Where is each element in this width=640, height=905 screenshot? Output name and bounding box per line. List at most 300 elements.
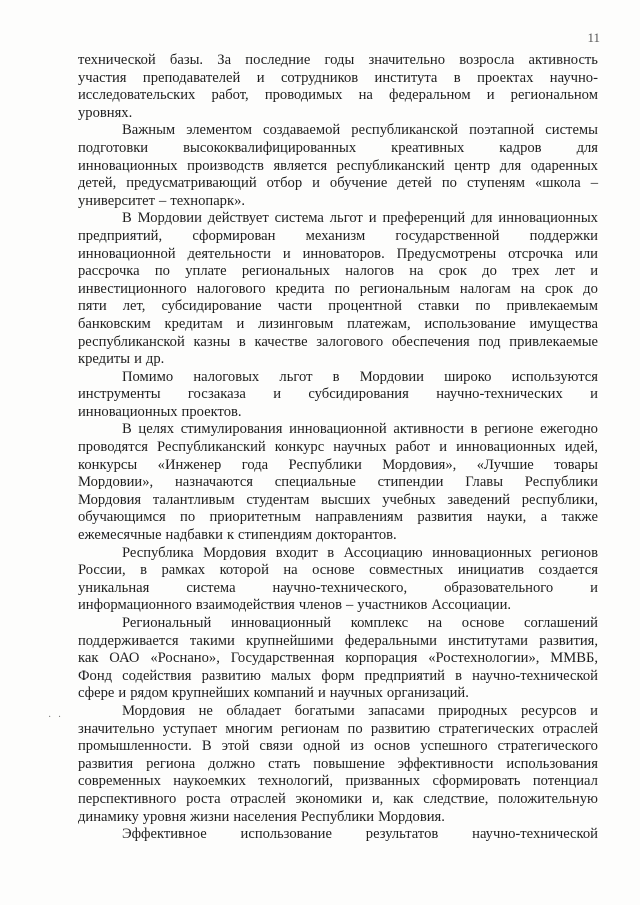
word: Предусмотрены (396, 245, 497, 262)
word: обучающимся (78, 509, 166, 526)
word: государственной (395, 227, 500, 244)
word: привлекаемым (506, 298, 598, 315)
text-line (78, 404, 598, 422)
word: детей (397, 175, 432, 192)
word: создается (538, 562, 598, 579)
text-line (78, 351, 598, 369)
word: федеральном (389, 87, 471, 104)
word: сфере (78, 685, 115, 702)
word: и (134, 351, 142, 368)
word: по (347, 720, 363, 737)
word: система (186, 579, 236, 596)
scan-mark: · · (48, 712, 64, 723)
word: целях (138, 421, 175, 438)
word: научно-технических (436, 386, 563, 403)
word: значительно (368, 52, 446, 68)
text-line (78, 597, 598, 615)
word: уровнях. (78, 104, 133, 121)
word: года (241, 456, 269, 473)
word: использования (506, 755, 598, 772)
word: по (334, 280, 350, 297)
text-line (78, 140, 598, 158)
word: ставки (418, 298, 460, 315)
text-line (78, 650, 598, 668)
text-line (78, 246, 598, 264)
word: уплате (185, 263, 227, 280)
word: одной (302, 738, 341, 755)
word: В (122, 421, 132, 438)
word: и (256, 69, 265, 86)
text-line (78, 158, 598, 176)
word: Ассоциацию (343, 544, 423, 561)
text-line (78, 509, 598, 527)
word: крупнейших (171, 685, 250, 702)
word: и (317, 685, 326, 702)
word: исследовательских (78, 87, 196, 104)
word: инновационных (78, 157, 178, 174)
word: крупнейшими (246, 632, 334, 649)
word: сформировать (432, 773, 521, 790)
word: и (590, 702, 598, 719)
word: имущества (529, 315, 598, 332)
word: регионам (280, 720, 340, 737)
word: трех (512, 263, 540, 280)
word: обладает (226, 702, 282, 719)
word: уровня (142, 808, 187, 825)
word: Мордовия (78, 491, 142, 508)
text-line (78, 334, 598, 352)
word: субсидирования (308, 386, 409, 403)
word: Республики (524, 474, 598, 491)
word: республики, (521, 491, 598, 508)
word: для (576, 139, 598, 156)
word: Республика (122, 544, 194, 561)
word: является (273, 157, 328, 174)
word: конкурс (274, 439, 325, 456)
text-line (78, 721, 598, 739)
word: инновационных (498, 210, 598, 227)
word: запасами (368, 702, 425, 719)
word: возросла (459, 52, 515, 68)
word: региональном (510, 87, 598, 104)
word: и (312, 175, 320, 192)
text-line (78, 439, 598, 457)
word: создаваемой (263, 122, 341, 139)
word: стипендии (377, 474, 444, 491)
word: – (159, 192, 167, 209)
word: региональных (241, 263, 330, 280)
word: Главы (465, 474, 503, 491)
word: преподавателей (142, 69, 241, 86)
word: технопарк». (170, 192, 246, 209)
word: отраслей (542, 720, 598, 737)
word: инновационных (78, 403, 178, 420)
word: элементом (186, 122, 252, 139)
word: ежемесячные (78, 527, 162, 544)
word: на (520, 280, 535, 297)
word: научно-технического, (272, 579, 408, 596)
word: федеральными (344, 632, 437, 649)
word: развития, (539, 632, 598, 649)
word: проектов. (181, 403, 242, 420)
word: из (350, 738, 364, 755)
word: результатов (365, 826, 439, 843)
word: стать (268, 755, 301, 772)
text-line (78, 122, 598, 140)
text-line (78, 386, 598, 404)
word: высших (321, 491, 371, 508)
word: многим (225, 720, 273, 737)
word: предусматривающий (126, 175, 257, 192)
word: В (201, 738, 212, 755)
word: инновационный (230, 615, 332, 631)
word: жизни (190, 808, 230, 825)
word: Ассоциации. (431, 597, 512, 614)
word: идей, (564, 439, 598, 456)
word: экономики (295, 790, 363, 807)
word: для (499, 157, 522, 174)
word: действует (207, 210, 269, 227)
word: Фонд (78, 667, 113, 684)
text-line (78, 70, 598, 88)
word: и (236, 315, 245, 332)
word: региональным (359, 280, 450, 297)
word: система (274, 210, 324, 227)
word: связи (259, 738, 293, 755)
word: рядом (130, 685, 168, 702)
word: проводимых (264, 87, 343, 104)
word: отраслей (230, 790, 286, 807)
word: Республики (300, 808, 375, 825)
word: научно-технической (472, 826, 598, 843)
word: ОАО (109, 650, 140, 667)
word: Мордовия (203, 544, 267, 561)
word: стратегических (438, 720, 535, 737)
text-line (78, 826, 598, 844)
text-line (78, 685, 598, 703)
word: призванных (345, 773, 421, 790)
word: до (583, 280, 598, 297)
word: региона (146, 755, 196, 772)
word: к (226, 527, 235, 544)
word: Республики (288, 456, 362, 473)
word: успешного (420, 738, 488, 755)
word: в (327, 544, 335, 561)
word: направлениям (315, 509, 403, 526)
word: информационного (78, 597, 192, 614)
word: эффективности (397, 755, 494, 772)
word: и (118, 685, 127, 702)
word: годы (324, 52, 355, 68)
text-line (78, 193, 598, 211)
word: компаний (253, 685, 314, 702)
text-line (78, 756, 598, 774)
word: производств (187, 157, 264, 174)
word: специальные (274, 474, 356, 491)
word: подготовки (78, 139, 149, 156)
word: развития (417, 509, 473, 526)
word: лет (554, 263, 575, 280)
word: динамику (78, 808, 139, 825)
word: талантливым (152, 491, 235, 508)
word: основе (312, 562, 355, 579)
word: проводятся (78, 439, 148, 456)
word: регионе (484, 421, 534, 438)
word: ежегодно (540, 421, 598, 438)
word: технологий, (258, 773, 334, 790)
word: участия (78, 69, 127, 86)
text-line (78, 263, 598, 281)
word: научных (333, 439, 387, 456)
word: поэтапной (469, 122, 535, 139)
word: использование (240, 826, 332, 843)
word: институтами (448, 632, 528, 649)
word: богатыми (294, 702, 355, 719)
word: заведений (447, 491, 511, 508)
word: на (358, 87, 373, 104)
word: развитию (370, 720, 431, 737)
word: «Лучшие (476, 456, 534, 473)
word: системы (545, 122, 598, 139)
word: членов (298, 597, 342, 614)
word: назначаются (174, 474, 254, 491)
word: Мордовия (122, 702, 186, 719)
word: в (238, 333, 246, 350)
word: последние (245, 52, 311, 68)
word: должно (208, 755, 256, 772)
word: в (140, 562, 147, 579)
word: приоритетным (209, 509, 301, 526)
word: инициатив (457, 562, 525, 579)
word: поддержки (529, 227, 598, 244)
word: по (441, 175, 457, 192)
word: не (198, 702, 213, 719)
word: на (427, 615, 443, 631)
word: одаренных (530, 157, 598, 174)
word: докторантов. (316, 527, 397, 544)
word: развитию (201, 667, 261, 684)
word: Помимо (122, 368, 174, 385)
text-line (78, 791, 598, 809)
word: предприятий, (78, 227, 163, 244)
text-line (78, 228, 598, 246)
word: на (409, 263, 424, 280)
text-line (78, 298, 598, 316)
word: и (590, 579, 598, 596)
word: льгот (329, 210, 363, 227)
text-line (78, 52, 598, 70)
word: участников (357, 597, 428, 614)
word: активности (393, 421, 464, 438)
word: или (575, 245, 598, 262)
word: стимулирования (180, 421, 283, 438)
word: – (345, 597, 354, 614)
text-line (78, 369, 598, 387)
word: госзаказа (187, 386, 246, 403)
word: учебных (382, 491, 436, 508)
word: республиканской (78, 333, 185, 350)
word: используются (511, 368, 598, 385)
word: ступеням (466, 175, 525, 192)
word: лет, (122, 298, 146, 315)
word: Мордовии», (78, 474, 154, 491)
word: наукоемких (173, 773, 246, 790)
word: корпорация (345, 650, 418, 667)
word: обучение (329, 175, 388, 192)
word: срок (544, 280, 574, 297)
word: регионов (541, 544, 598, 561)
word: до (482, 263, 497, 280)
word: предприятий (364, 667, 445, 684)
word: содействия (122, 667, 192, 684)
text-line (78, 545, 598, 563)
word: инструменты (78, 386, 161, 403)
text-line (78, 87, 598, 105)
word: основ (373, 738, 411, 755)
word: промышленности. (78, 738, 192, 755)
word: как (393, 790, 414, 807)
word: преференций (382, 210, 466, 227)
word: ММВБ, (550, 650, 598, 667)
word: платежам, (347, 315, 411, 332)
word: такими (189, 632, 235, 649)
word: Государственная (230, 650, 335, 667)
text-line (78, 316, 598, 334)
word: населения (233, 808, 297, 825)
word: пяти (78, 298, 107, 315)
word: банковским (78, 315, 151, 332)
word: сформирован (192, 227, 276, 244)
word: «Инженер (157, 456, 222, 473)
word: «Роснано», (150, 650, 220, 667)
word: значительно (78, 720, 155, 737)
word: налогового (196, 280, 266, 297)
word: организаций. (386, 685, 469, 702)
word: базы. (169, 52, 204, 68)
text-line (78, 474, 598, 492)
text-line (78, 457, 598, 475)
word: по (154, 263, 170, 280)
word: и (282, 245, 291, 262)
word: научных (329, 685, 383, 702)
word: России, (78, 562, 126, 579)
word: льгот (279, 368, 313, 385)
word: инновационных (432, 544, 532, 561)
word: использование (424, 315, 516, 332)
text-line (78, 773, 598, 791)
word: – (590, 175, 598, 192)
word: в (470, 421, 478, 438)
word: которой (219, 562, 269, 579)
word: налогам (459, 280, 511, 297)
word: положительную (498, 790, 598, 807)
word: университет (78, 192, 156, 209)
word: рассрочка (78, 263, 140, 280)
word: по (475, 298, 491, 315)
word: кредитам (164, 315, 223, 332)
word: повышение (313, 755, 385, 772)
word: За (217, 52, 232, 68)
word: В (122, 210, 132, 227)
word: основе (461, 615, 505, 631)
word: республиканский (336, 157, 445, 174)
word: и (273, 386, 282, 403)
word: «школа (534, 175, 581, 192)
word: в (332, 368, 340, 385)
word: отсрочка (508, 245, 564, 262)
word: детей, (78, 175, 117, 192)
word: части (277, 298, 313, 315)
word: республиканской (351, 122, 459, 139)
text-line (78, 175, 598, 193)
word: конкурсы (78, 456, 138, 473)
word: Мордовия», (382, 456, 457, 473)
word: современных (78, 773, 161, 790)
word: этой (221, 738, 250, 755)
word: кредита (275, 280, 325, 297)
word: рамках (161, 562, 206, 579)
word: поддерживается (78, 632, 179, 649)
word: качестве (254, 333, 308, 350)
word: ресурсов (520, 702, 577, 719)
word: науки, (486, 509, 527, 526)
word: природных (438, 702, 508, 719)
word: и (439, 439, 448, 456)
word: и (486, 87, 495, 104)
word: по (180, 509, 196, 526)
word: активность (528, 52, 598, 68)
word: стратегического (497, 738, 598, 755)
word: Эффективное (122, 826, 207, 843)
text-line (78, 615, 598, 633)
word: залогового (316, 333, 384, 350)
word: научно-технической (472, 667, 598, 684)
word: широко (444, 368, 492, 385)
text-line (78, 809, 598, 827)
word: института (374, 69, 438, 86)
word: инновационной (289, 421, 387, 438)
word: и, (371, 790, 384, 807)
word: сотрудников (280, 69, 359, 86)
text-line (78, 492, 598, 510)
word: перспективного (78, 790, 177, 807)
word: потенциал (532, 773, 598, 790)
word: лизинговым (258, 315, 334, 332)
word: взаимодействия (195, 597, 295, 614)
word: высококвалифицированных (183, 139, 357, 156)
word: стипендиям (238, 527, 312, 544)
word: инвестиционного (78, 280, 187, 297)
word: на (283, 562, 298, 579)
word: уникальная (78, 579, 150, 596)
word: работ (395, 439, 431, 456)
word: привлекаемые (509, 333, 598, 350)
word: развития (78, 755, 134, 772)
word: в (453, 69, 461, 86)
word: процентной (328, 298, 402, 315)
word: механизм (305, 227, 366, 244)
word: комплекс (350, 615, 409, 631)
word: и (590, 263, 598, 280)
word: под (478, 333, 501, 350)
word: кадров (499, 139, 542, 156)
word: кредиты (78, 351, 131, 368)
word: в (455, 667, 462, 684)
word: креативных (391, 139, 465, 156)
word: а (540, 509, 548, 526)
word: обеспечения (391, 333, 470, 350)
word: соглашений (524, 615, 598, 631)
